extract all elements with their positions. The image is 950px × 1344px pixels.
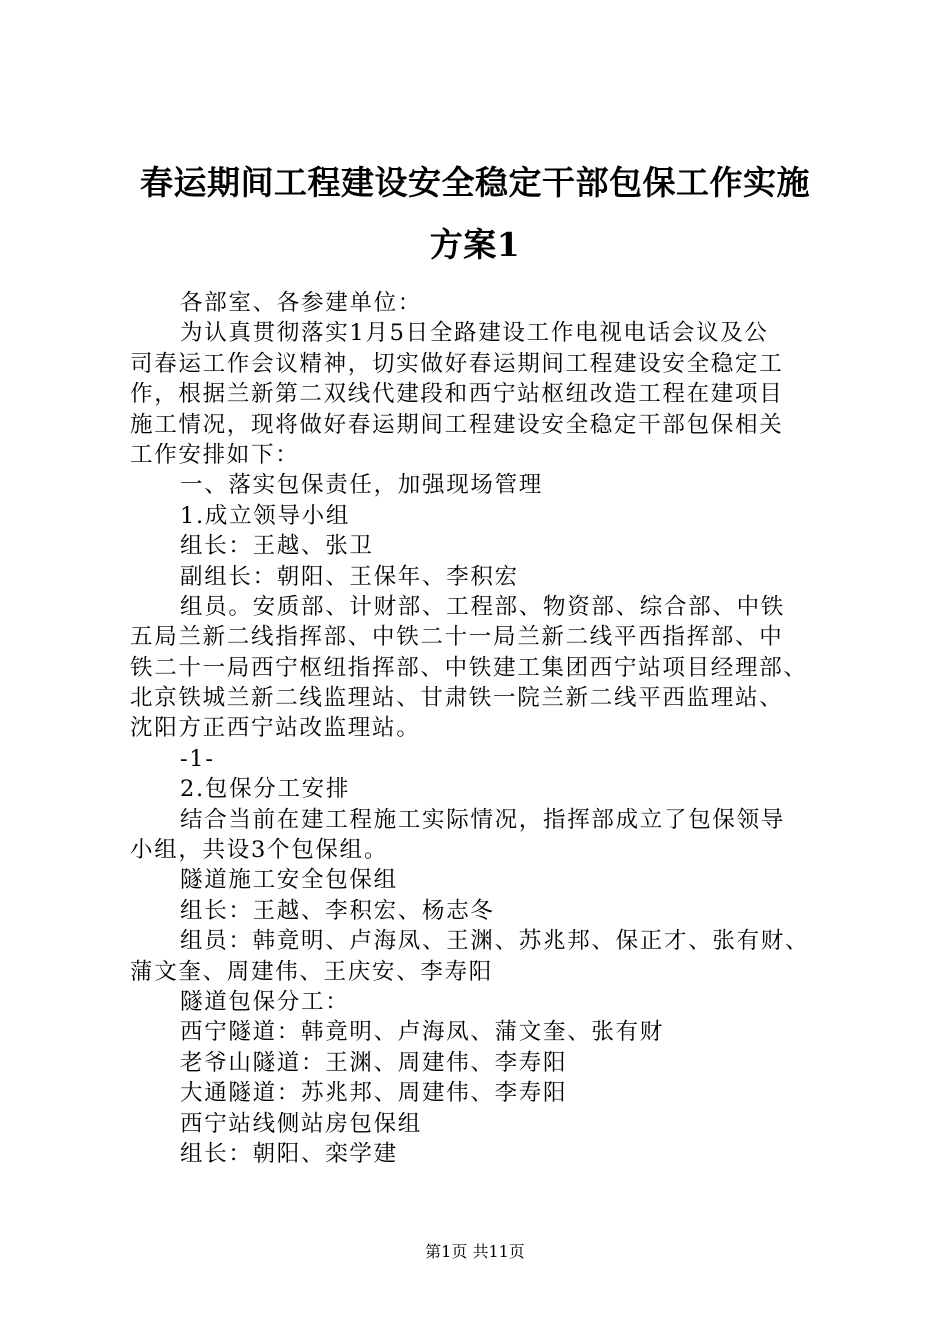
body-text-line: 隧道包保分工：	[180, 988, 350, 1015]
body-text-line: 一、落实包保责任，加强现场管理	[180, 472, 544, 499]
body-text-line: 工作安排如下：	[130, 441, 300, 468]
body-text-line: 组员：韩竟明、卢海凤、王渊、苏兆邦、保正才、张有财、	[180, 928, 810, 955]
body-text-line: 结合当前在建工程施工实际情况，指挥部成立了包保领导	[180, 806, 786, 833]
body-text-line: 小组，共设3个包保组。	[130, 837, 389, 864]
page-footer: 第1页 共11页	[425, 1242, 525, 1261]
body-text-line: 北京铁城兰新二线监理站、甘肃铁一院兰新二线平西监理站、	[130, 685, 784, 712]
body-text-line: 组员。安质部、计财部、工程部、物资部、综合部、中铁	[180, 593, 786, 620]
body-text-line: 各部室、各参建单位：	[180, 290, 423, 316]
body-text-line: 组长：王越、张卫	[180, 533, 374, 560]
body-text-line: 司春运工作会议精神，切实做好春运期间工程建设安全稳定工	[130, 350, 784, 377]
document-body	[130, 288, 842, 1169]
body-text-line: 铁二十一局西宁枢纽指挥部、中铁建工集团西宁站项目经理部、	[130, 654, 808, 681]
body-text-line: 组长：王越、李积宏、杨志冬	[180, 897, 495, 924]
body-text-line: 沈阳方正西宁站改监理站。	[130, 715, 421, 742]
body-text-line: 1.成立领导小组	[180, 502, 351, 529]
body-text-line: 隧道施工安全包保组	[180, 867, 398, 894]
body-text-line: 西宁隧道：韩竟明、卢海凤、蒲文奎、张有财	[180, 1019, 665, 1046]
body-text-line: 五局兰新二线指挥部、中铁二十一局兰新二线平西指挥部、中	[130, 624, 784, 651]
body-text-line: -1-	[180, 745, 215, 772]
body-text-line: 施工情况，现将做好春运期间工程建设安全稳定干部包保相关	[130, 411, 784, 438]
body-text-line: 副组长：朝阳、王保年、李积宏	[180, 563, 519, 590]
body-text-line: 西宁站线侧站房包保组	[180, 1110, 423, 1137]
document-title-line-2: 方案1	[429, 225, 521, 264]
body-text-line: 大通隧道：苏兆邦、周建伟、李寿阳	[180, 1080, 568, 1107]
body-text-line: 2.包保分工安排	[180, 776, 351, 803]
body-text-line: 蒲文奎、周建伟、王庆安、李寿阳	[130, 958, 494, 985]
body-text-line: 为认真贯彻落实1月5日全路建设工作电视电话会议及公	[180, 320, 769, 347]
body-text-line: 老爷山隧道：王渊、周建伟、李寿阳	[180, 1049, 568, 1076]
body-text-line: 组长：朝阳、栾学建	[180, 1140, 398, 1167]
body-text-line: 作，根据兰新第二双线代建段和西宁站枢纽改造工程在建项目	[130, 381, 784, 408]
document-title-line-1: 春运期间工程建设安全稳定干部包保工作实施	[140, 163, 810, 202]
